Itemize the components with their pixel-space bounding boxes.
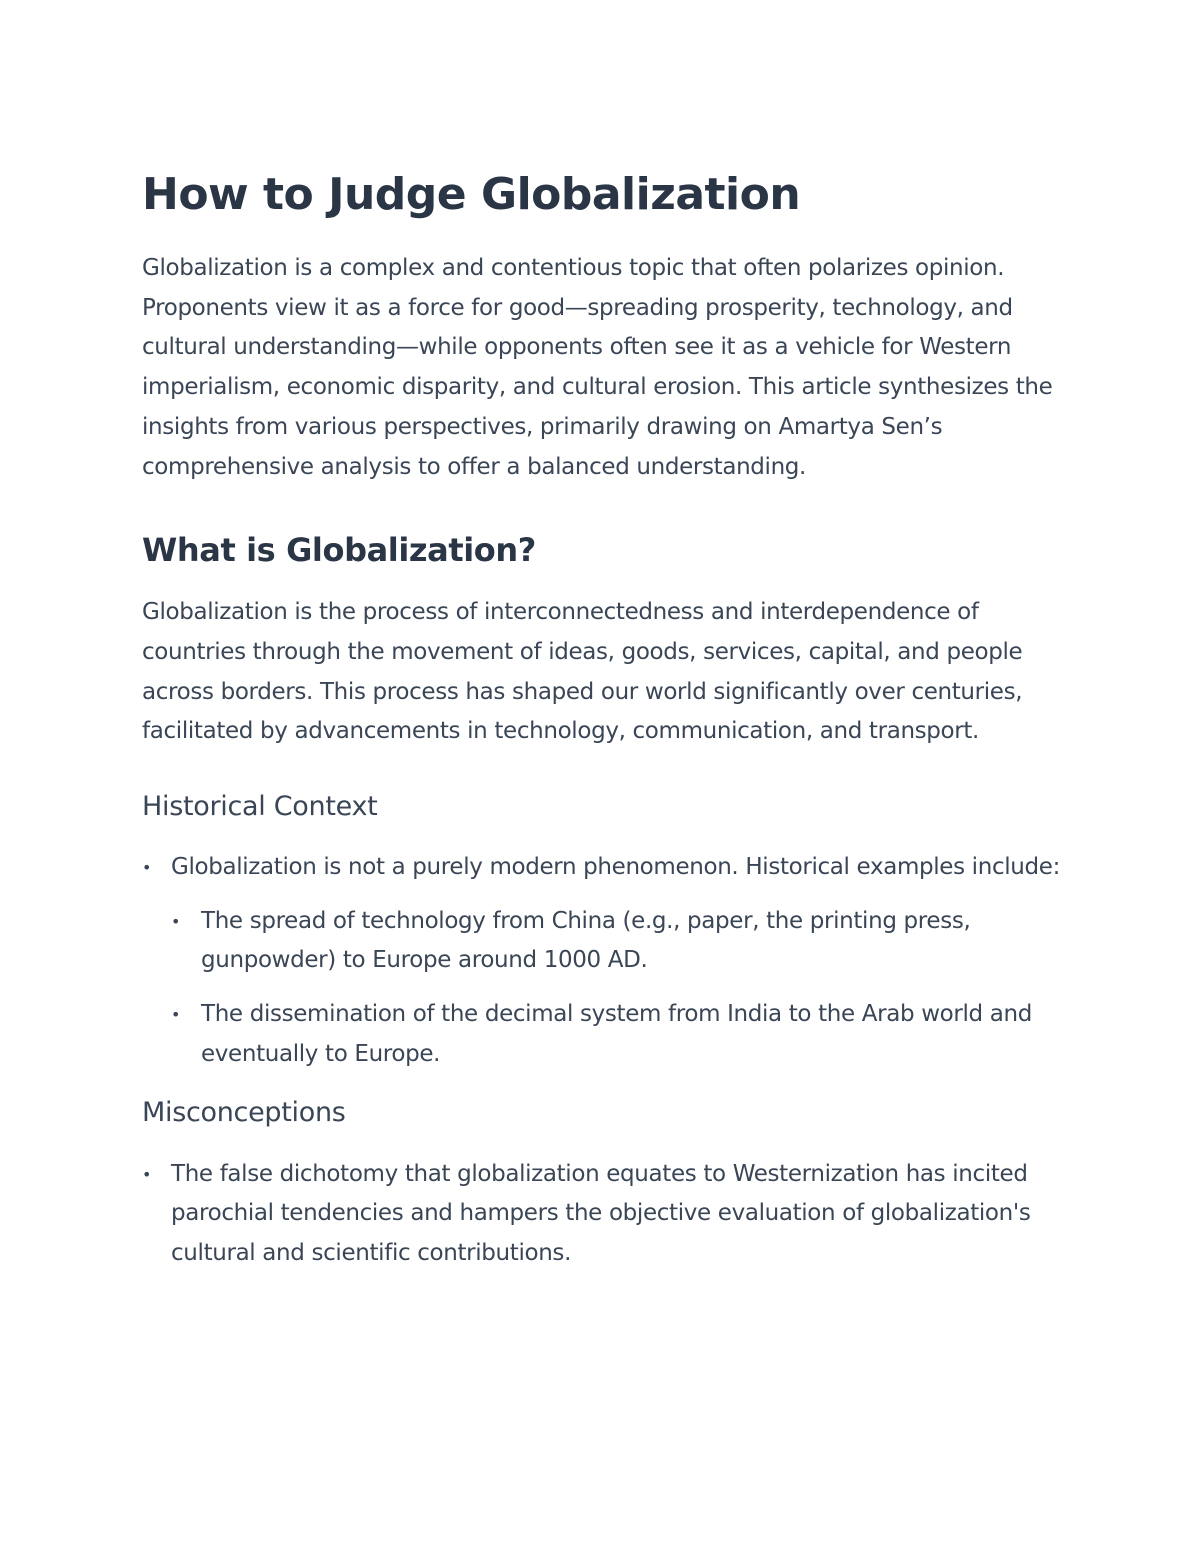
list-item [171,995,1062,1074]
intro-paragraph: Globalization is a complex and contentious topic that often polarizes opinion. Proponents view it as a force for good—spreading prosperity, technology, and cultural understanding—while opponents often see it as a vehicle for Western imperialism, economic disparity, and cultural erosion. This article synthesizes the insights from various perspectives, primarily drawing on Amartya Sen’s comprehensive analysis to offer a balanced understanding. [142,255,1053,480]
subsection-heading-misconceptions: Misconceptions [142,1096,346,1128]
list-item [171,902,1062,981]
bullet-icon: • [171,911,181,931]
section-heading-what-is-globalization: What is Globalization? [142,531,536,570]
document-page [142,168,1062,1274]
definition-paragraph: Globalization is the process of interconnectedness and interdependence of countries through the movement of ideas, goods, services, capital, and people across borders. This process has shaped our world significantly over centuries, facilitated by advancements in technology, communication, and transport. [142,599,1023,745]
bullet-icon: • [171,1005,181,1025]
misconceptions-list [142,1155,1062,1274]
historical-context-list [142,848,1062,1075]
list-item-text: The false dichotomy that globalization equates to Westernization has incited parochial tendencies and hampers the objective evaluation of globalization's cultural and scientific contributions. [171,1160,1031,1266]
list-item [142,1155,1062,1274]
document-title: How to Judge Globalization [142,169,801,220]
list-item [142,848,1062,1075]
bullet-icon: • [142,858,152,878]
list-item-text: The spread of technology from China (e.g., paper, the printing press, gunpowder) to Europe around 1000 AD. [201,907,971,974]
list-item-text: The dissemination of the decimal system from India to the Arab world and eventually to Europe. [201,1001,1032,1067]
subsection-heading-historical-context: Historical Context [142,791,378,823]
list-item-text: Globalization is not a purely modern phenomenon. Historical examples include: [171,854,1060,881]
bullet-icon: • [142,1164,152,1184]
historical-examples-list [171,902,1062,1075]
